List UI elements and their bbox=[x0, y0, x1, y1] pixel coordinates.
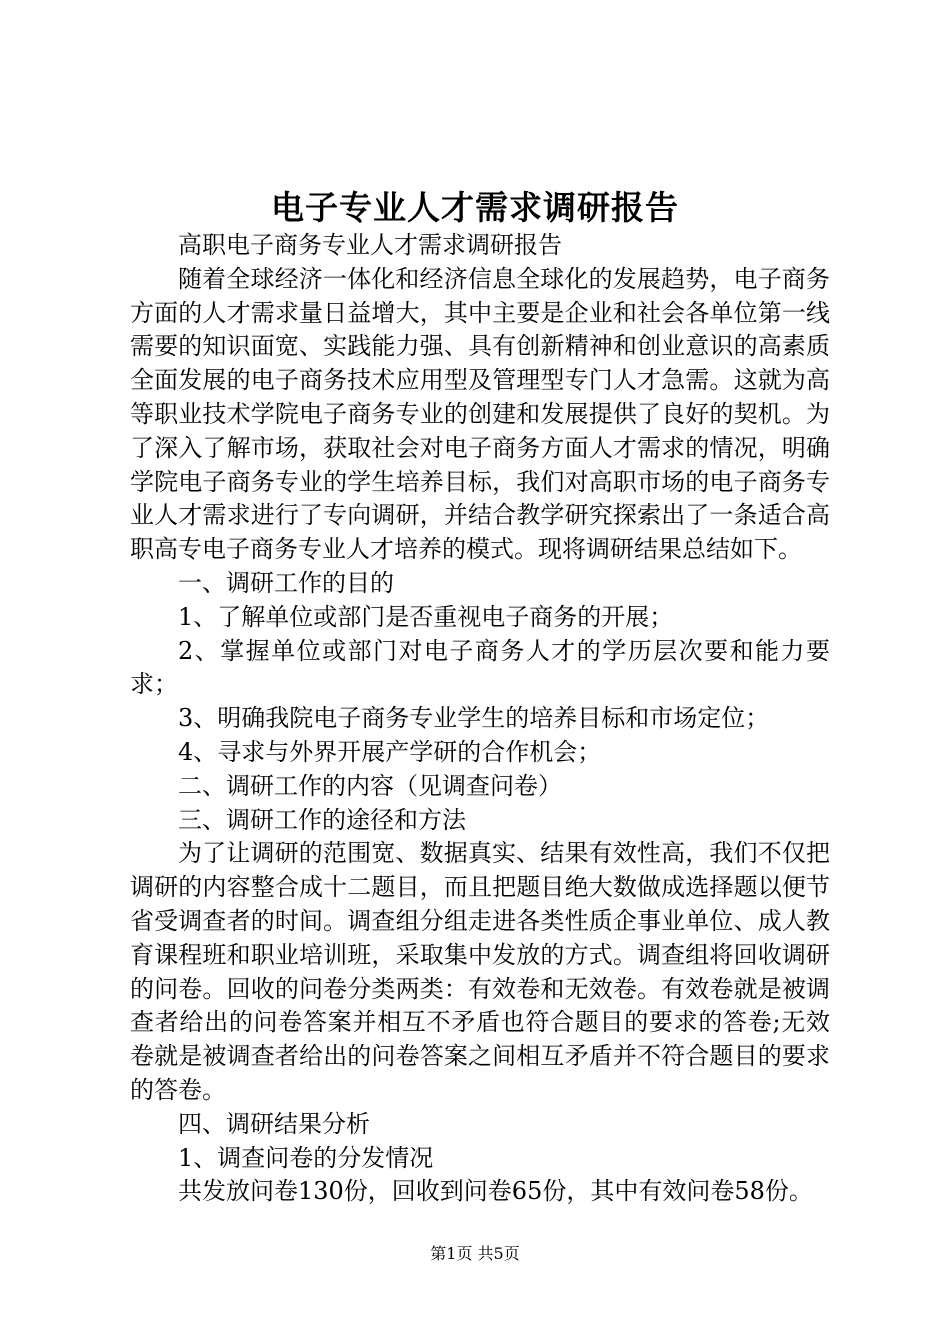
page-footer: 第1页 共5页 bbox=[430, 1244, 520, 1263]
method-paragraph: 为了让调研的范围宽、数据真实、结果有效性高，我们不仅把调研的内容整合成十二题目，而且把题目绝大数做成选择题以便节省受调查者的时间。调查组分组走进各类性质企事业单位、成人教育课程班和职业培训班，采取集中发放的方式。调查组将回收调研的问卷。回收的问卷分类两类：有效卷和无效卷。有效卷就是被调查者给出的问卷答案并相互不矛盾也符合题目的要求的答卷;无效卷就是被调查者给出的问卷答案之间相互矛盾并不符合题目的要求的答卷。 bbox=[130, 839, 830, 1104]
section-heading-content: 二、调研工作的内容（见调查问卷） bbox=[178, 771, 562, 800]
section-heading-purpose: 一、调研工作的目的 bbox=[178, 568, 394, 597]
analysis-item-1: 1、调查问卷的分发情况 bbox=[178, 1143, 434, 1172]
purpose-item-4: 4、寻求与外界开展产学研的合作机会； bbox=[178, 737, 602, 766]
document-title: 电子专业人才需求调研报告 bbox=[271, 188, 679, 227]
purpose-item-2: 2、掌握单位或部门对电子商务人才的学历层次要和能力要求； bbox=[130, 636, 830, 699]
subtitle-paragraph: 高职电子商务专业人才需求调研报告 bbox=[178, 231, 562, 259]
section-heading-analysis: 四、调研结果分析 bbox=[178, 1109, 370, 1138]
intro-paragraph: 随着全球经济一体化和经济信息全球化的发展趋势，电子商务方面的人才需求量日益增大，其中主要是企业和社会各单位第一线需要的知识面宽、实践能力强、具有创新精神和创业意识的高素质全面发展的电子商务技术应用型及管理型专门人才急需。这就为高等职业技术学院电子商务专业的创建和发展提供了良好的契机。为了深入了解市场，获取社会对电子商务方面人才需求的情况，明确学院电子商务专业的学生培养目标，我们对高职市场的电子商务专业人才需求进行了专向调研，并结合教学研究探索出了一条适合高职高专电子商务专业人才培养的模式。现将调研结果总结如下。 bbox=[130, 264, 830, 564]
section-heading-method: 三、调研工作的途径和方法 bbox=[178, 805, 466, 834]
document-body bbox=[130, 229, 830, 1209]
purpose-item-3: 3、明确我院电子商务专业学生的培养目标和市场定位； bbox=[178, 704, 770, 733]
purpose-item-1: 1、了解单位或部门是否重视电子商务的开展； bbox=[178, 602, 674, 631]
distribution-paragraph: 共发放问卷130份，回收到问卷65份，其中有效问卷58份。 bbox=[178, 1177, 813, 1206]
